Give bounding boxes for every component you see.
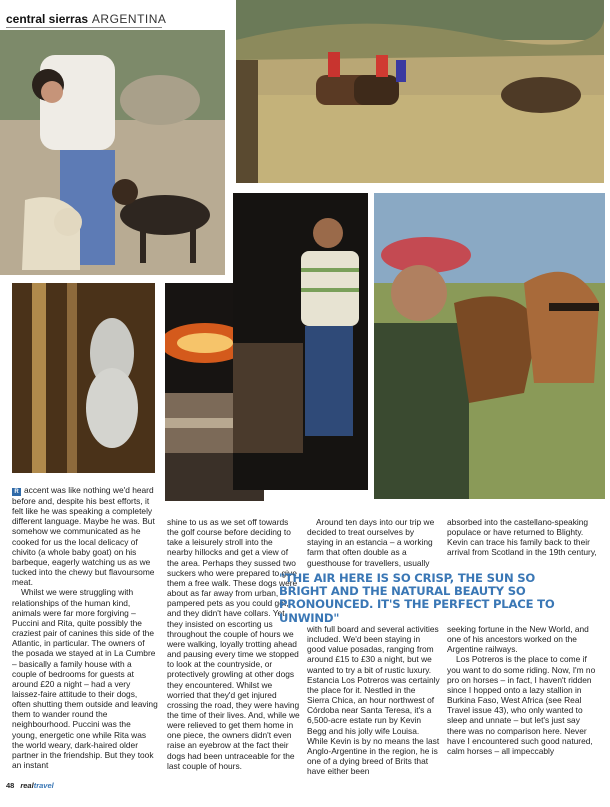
pull-quote: "THE AIR HERE IS SO CRISP, THE SUN SO BRIGHT AND THE NATURAL BEAUTY SO PRONOUNCED. IT'S THE PERFECT PLACE TO UNWIND" <box>279 571 555 625</box>
photo-polo-riders-art <box>236 0 604 183</box>
photo-woman-with-dogs <box>0 30 225 275</box>
photo-ornamental-metalwork <box>12 283 155 473</box>
photo-man-by-barbecue <box>233 193 368 490</box>
magazine-name-a: real <box>20 781 34 790</box>
article-column-1 <box>12 485 158 770</box>
magazine-name-b: travel <box>33 781 54 790</box>
article-paragraph: absorbed into the castellano-speaking populace or have returned to Blighty. Kevin can trace his family back to their arrival from Scotland in the 19th century, <box>447 517 597 558</box>
section-header <box>6 12 166 26</box>
page-footer <box>6 781 54 791</box>
article-paragraph: Whilst we were struggling with relationships of the human kind, animals were far more forgiving – Puccini and Rita, quite possibly the craziest pair of canines this side of the Atlantic, in particular. The owners of the posada we stayed at in La Cumbre – basically a family house with a couple of bedrooms for guests at around £20 a night – had a very laissez-faire attitude to their dogs, often shutting them outside and leaving them to wander round the neighbourhood. Puccini was the young, energetic one while Rita was the world weary, dark-haired older partner in the friendship. But they took an instant <box>12 587 158 771</box>
article-column-4-bottom <box>447 624 599 756</box>
article-paragraph <box>12 485 158 587</box>
section-country-label: ARGENTINA <box>91 12 167 26</box>
paragraph-marker: R <box>12 488 21 496</box>
photo-gaucho-with-horses <box>374 193 605 499</box>
article-column-2 <box>167 517 300 771</box>
article-paragraph-text: accent was like nothing we'd heard before and, despite his best efforts, it felt like he was speaking a completely different language. Maybe he was. But somehow we communicated as he cooked for us the local delicacy of chivito (a whole baby goat) on his barbeque, eagerly watching us as we tucked into the chewy but flavoursome meat. <box>12 485 155 588</box>
photo-man-by-barbecue-art <box>233 193 368 490</box>
photo-polo-riders <box>236 0 604 183</box>
article-paragraph: Around ten days into our trip we decided to treat ourselves by staying in an estancia – a working farm that often double as a guesthouse for travellers, usually <box>307 517 435 568</box>
photo-ornamental-metalwork-art <box>12 283 155 473</box>
header-rule <box>6 27 162 28</box>
photo-woman-with-dogs-art <box>0 30 225 275</box>
article-column-3-bottom <box>307 624 440 776</box>
section-name: central sierras <box>6 12 89 26</box>
article-paragraph: shine to us as we set off towards the golf course before deciding to take a leisurely stroll into the nearby hillocks and get a view of the area. Perhaps they sussed two suckers who were prepared to give them a free walk. These dogs were about as far away from urban, pampered pets as you could get, and they didn't have collars. Yet, they insisted on escorting us throughout the couple of hours we were walking, loyally trotting ahead and pausing every time we stopped to look at the countryside, or protectively growling at other dogs they encountered. Whilst we worried that they'd get injured crossing the road, they were having the time of their lives. And, while we were relieved to get them home in one piece, the owners didn't even raise an eyebrow at the fact their dogs had been untraceable for the last couple of hours. <box>167 517 300 771</box>
page-number: 48 <box>6 781 15 790</box>
article-paragraph: seeking fortune in the New World, and one of his ancestors worked on the Argentine railways. <box>447 624 589 655</box>
article-paragraph: Los Potreros is the place to come if you want to do some riding. Now, I'm no pro on horses – in fact, I haven't ridden since I hopped onto a lazy stallion in Burkina Faso, West Africa (see Real Travel issue 43), who only wanted to sleep and unnate – but let's just say there was no comparison here. Never have I encountered such good natured, calm horses – all impeccably <box>447 654 596 756</box>
article-column-4-top <box>447 517 599 558</box>
article-paragraph: with full board and several activities included. We'd been staying in good value posadas, ranging from around £15 to £30 a night, but we wanted to try a bit of rustic luxury. Estancia Los Potreros was certainly the place for it. Nestled in the Sierra Chica, an hour northwest of Córdoba near Santa Teresa, it's a 6,500-acre estate run by Kevin Begg and his jolly wife Louisa. While Kevin is by no means the last Anglo-Argentine in the region, he is one of a dying breed of Brits that have either been <box>307 624 440 777</box>
article-column-3-top <box>307 517 440 568</box>
photo-gaucho-with-horses-art <box>374 193 605 499</box>
